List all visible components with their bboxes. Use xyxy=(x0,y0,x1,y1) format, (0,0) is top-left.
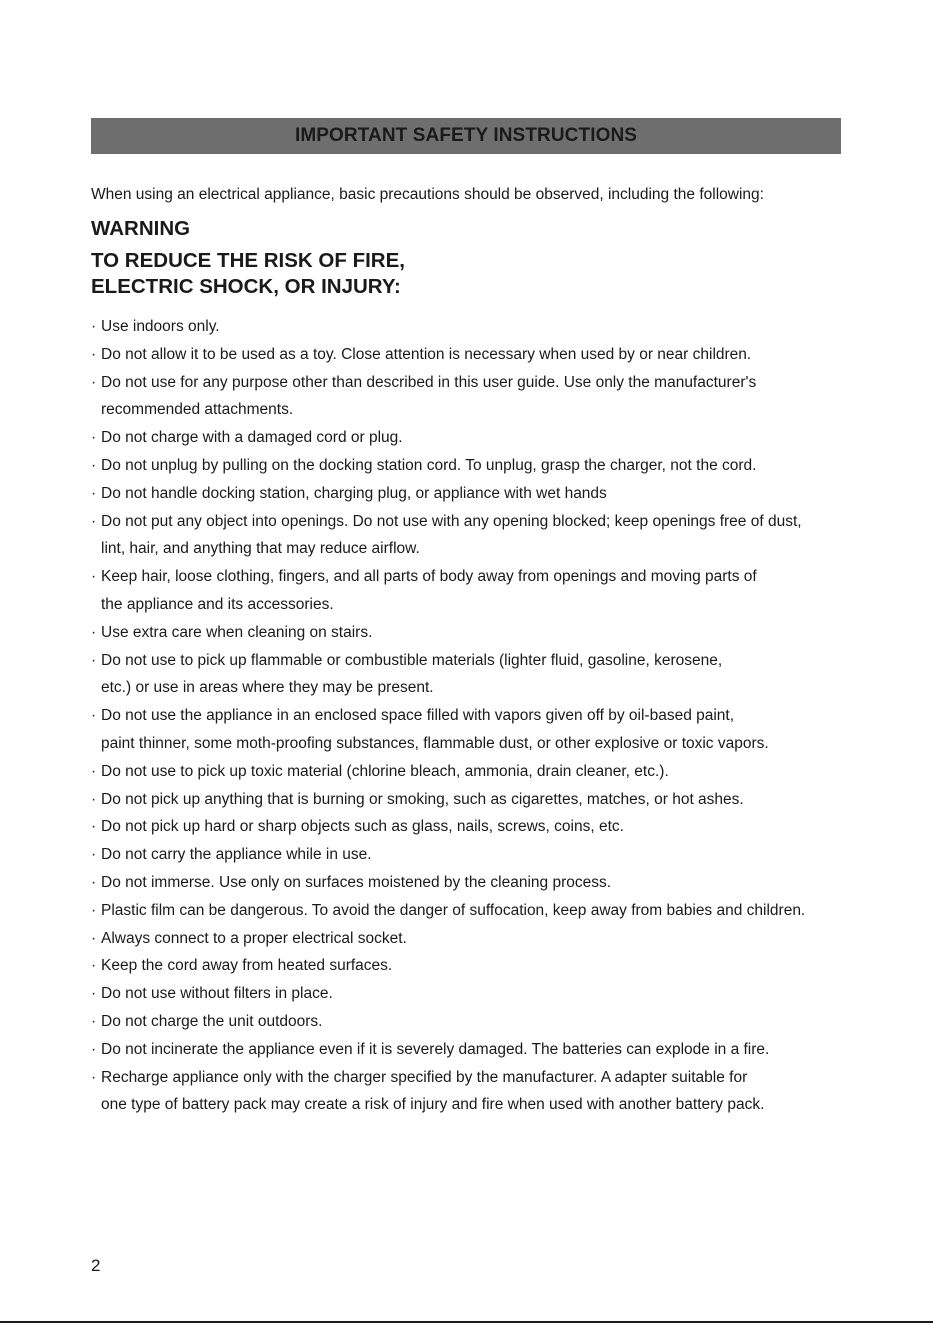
list-item-text: Keep hair, loose clothing, fingers, and all parts of body away from openings and moving parts of the appliance and its accessories. xyxy=(101,568,757,613)
list-item xyxy=(91,647,805,703)
list-item-text: Do not pick up anything that is burning or smoking, such as cigarettes, matches, or hot ashes. xyxy=(101,790,744,808)
bullet-marker: · xyxy=(91,985,97,1003)
warning-subheading-line1: TO REDUCE THE RISK OF FIRE, xyxy=(91,249,405,272)
list-item xyxy=(91,1008,805,1036)
bullet-marker: · xyxy=(91,318,97,335)
bullet-marker: · xyxy=(91,929,97,947)
list-item-text: Do not carry the appliance while in use. xyxy=(101,846,372,864)
list-item-text: Keep the cord away from heated surfaces. xyxy=(101,957,393,975)
list-item xyxy=(91,869,805,897)
page-title: IMPORTANT SAFETY INSTRUCTIONS xyxy=(294,125,638,146)
list-item xyxy=(91,758,805,786)
list-item-text: Recharge appliance only with the charger specified by the manufacturer. A adapter suitable for one type of battery pack may create a risk of injury and fire when used with another battery pack. xyxy=(101,1068,765,1114)
list-item xyxy=(91,313,805,341)
list-item-text: Do not immerse. Use only on surfaces moistened by the cleaning process. xyxy=(101,873,612,891)
list-item-text: Do not allow it to be used as a toy. Close attention is necessary when used by or near children. xyxy=(101,345,752,363)
bullet-marker: · xyxy=(91,873,97,891)
bottom-divider xyxy=(0,1321,933,1323)
list-item xyxy=(91,1036,805,1064)
list-item xyxy=(91,841,805,869)
warning-subheading-line2: ELECTRIC SHOCK, OR INJURY: xyxy=(91,275,401,298)
list-item-text: Do not use without filters in place. xyxy=(101,985,333,1003)
list-item-text: Do not put any object into openings. Do not use with any opening blocked; keep openings free of dust, lint, hair, and anything that may reduce airflow. xyxy=(101,512,802,558)
list-item-text: Do not charge the unit outdoors. xyxy=(101,1012,323,1030)
list-item xyxy=(91,619,805,647)
bullet-marker: · xyxy=(91,623,97,641)
page-number: 2 xyxy=(91,1256,101,1275)
bullet-marker: · xyxy=(91,568,97,586)
list-item-text: Do not handle docking station, charging plug, or appliance with wet hands xyxy=(101,484,607,502)
warning-heading: WARNING xyxy=(91,217,191,240)
list-item xyxy=(91,452,805,480)
bullet-marker: · xyxy=(91,1068,97,1086)
bullet-marker: · xyxy=(91,345,97,363)
list-item xyxy=(91,369,805,425)
bullet-marker: · xyxy=(91,818,97,836)
list-item xyxy=(91,786,805,814)
title-banner xyxy=(91,118,841,154)
list-item xyxy=(91,952,805,980)
bullet-marker: · xyxy=(91,1040,97,1058)
bullet-marker: · xyxy=(91,651,97,669)
list-item xyxy=(91,925,805,953)
bullet-marker: · xyxy=(91,790,97,808)
bullet-marker: · xyxy=(91,373,97,391)
bullet-marker: · xyxy=(91,484,97,502)
bullet-marker: · xyxy=(91,456,97,474)
bullet-marker: · xyxy=(91,429,97,447)
list-item xyxy=(91,563,805,619)
bullet-marker: · xyxy=(91,762,97,780)
list-item-text: Plastic film can be dangerous. To avoid the danger of suffocation, keep away from babies and children. xyxy=(101,901,806,919)
bullet-marker: · xyxy=(91,512,97,530)
bullet-marker: · xyxy=(91,901,97,919)
list-item-text: Always connect to a proper electrical socket. xyxy=(101,929,407,947)
bullet-marker: · xyxy=(91,957,97,975)
list-item xyxy=(91,1064,805,1120)
bullet-marker: · xyxy=(91,707,97,725)
list-item-text: Do not use for any purpose other than described in this user guide. Use only the manufacturer's recommended attachments. xyxy=(101,373,757,419)
list-item-text: Do not pick up hard or sharp objects such as glass, nails, screws, coins, etc. xyxy=(101,818,624,836)
list-item-text: Do not use the appliance in an enclosed space filled with vapors given off by oil-based paint, paint thinner, some moth-proofing substances, flammable dust, or other explosive or toxic vapors. xyxy=(101,707,769,752)
safety-instructions-list xyxy=(91,313,805,1119)
list-item-text: Use extra care when cleaning on stairs. xyxy=(101,623,373,641)
list-item xyxy=(91,897,805,925)
list-item-text: Do not use to pick up toxic material (chlorine bleach, ammonia, drain cleaner, etc.). xyxy=(101,762,669,780)
intro-text: When using an electrical appliance, basic precautions should be observed, including the following: xyxy=(91,186,764,203)
list-item xyxy=(91,424,805,452)
list-item-text: Do not incinerate the appliance even if it is severely damaged. The batteries can explode in a fire. xyxy=(101,1040,770,1058)
list-item xyxy=(91,702,805,758)
list-item xyxy=(91,980,805,1008)
list-item-text: Use indoors only. xyxy=(101,318,220,335)
list-item xyxy=(91,813,805,841)
list-item xyxy=(91,508,805,564)
bullet-marker: · xyxy=(91,1012,97,1030)
list-item xyxy=(91,341,805,369)
bullet-marker: · xyxy=(91,846,97,864)
list-item-text: Do not unplug by pulling on the docking station cord. To unplug, grasp the charger, not the cord. xyxy=(101,456,757,474)
list-item-text: Do not use to pick up flammable or combustible materials (lighter fluid, gasoline, kerosene, etc.) or use in areas where they may be present. xyxy=(101,651,723,697)
list-item-text: Do not charge with a damaged cord or plug. xyxy=(101,429,403,447)
list-item xyxy=(91,480,805,508)
